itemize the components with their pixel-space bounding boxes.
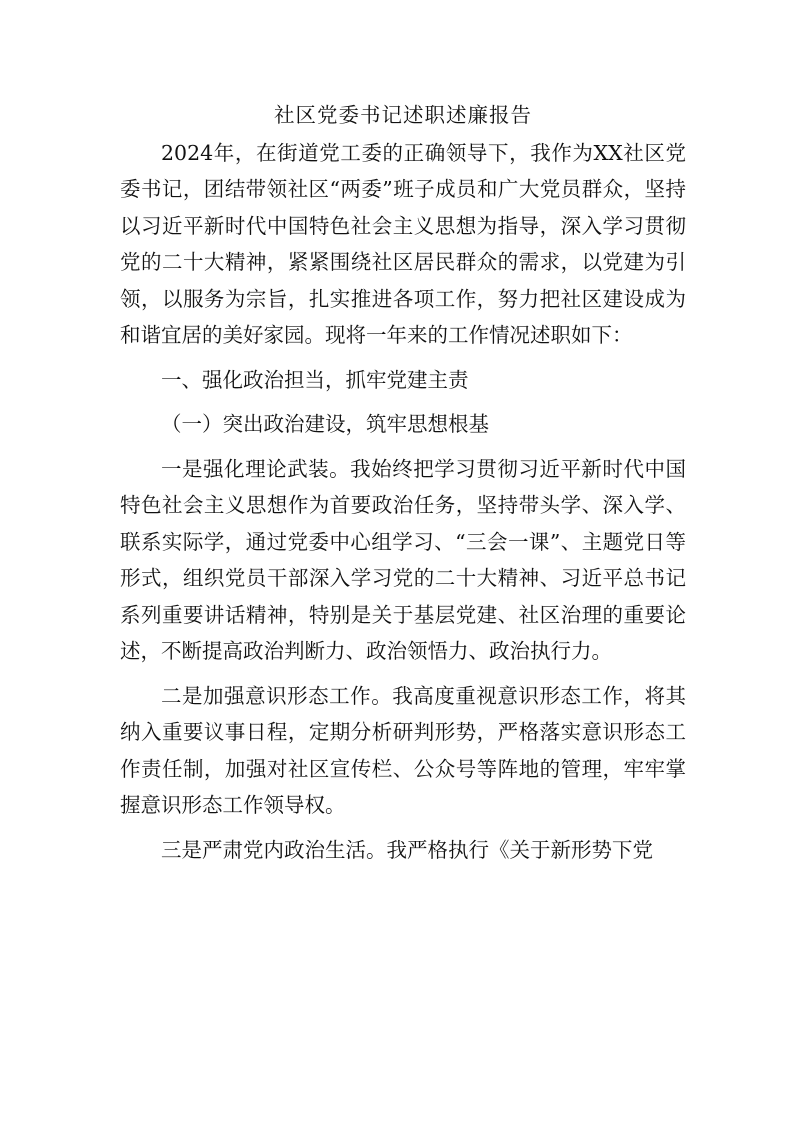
document-body <box>120 97 686 868</box>
section-heading-1: 一、强化政治担当，抓牢党建主责 <box>161 367 469 392</box>
subsection-heading-1: （一）突出政治建设，筑牢思想根基 <box>161 412 489 436</box>
body-paragraph-ideology: 二是加强意识形态工作。我高度重视意识形态工作，将其纳入重要议事日程，定期分析研判形势，严格落实意识形态工作责任制，加强对社区宣传栏、公众号等阵地的管理，牢牢掌握意识形态工作领导权。 <box>120 683 686 817</box>
body-paragraph-theory: 一是强化理论武装。我始终把学习贯彻习近平新时代中国特色社会主义思想作为首要政治任务，坚持带头学、深入学、联系实际学，通过党委中心组学习、“三会一课”、主题党日等形式，组织党员干部深入学习党的二十大精神、习近平总书记系列重要讲话精神，特别是关于基层党建、社区治理的重要论述，不断提高政治判断力、政治领悟力、政治执行力。 <box>120 456 686 663</box>
document-title: 社区党委书记述职述廉报告 <box>274 103 532 127</box>
intro-paragraph: 2024年，在街道党工委的正确领导下，我作为XX社区党委书记，团结带领社区“两委”班子成员和广大党员群众，坚持以习近平新时代中国特色社会主义思想为指导，深入学习贯彻党的二十大精神，紧紧围绕社区居民群众的需求，以党建为引领，以服务为宗旨，扎实推进各项工作，努力把社区建设成为和谐宜居的美好家园。现将一年来的工作情况述职如下： <box>120 140 686 347</box>
body-paragraph-political-life: 三是严肃党内政治生活。我严格执行《关于新形势下党 <box>161 837 653 862</box>
